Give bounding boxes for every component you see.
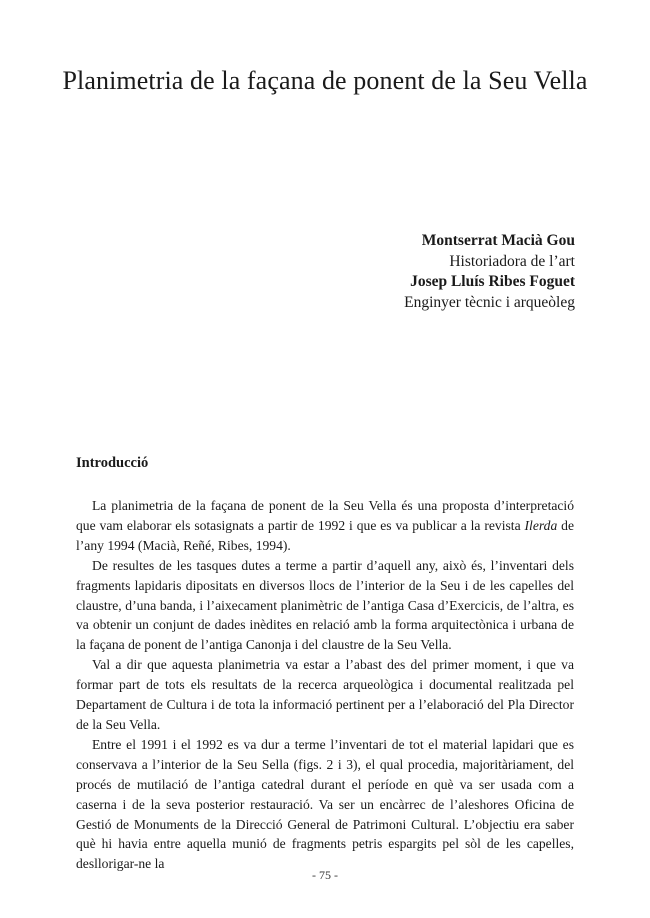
journal-title: Ilerda [524, 517, 558, 533]
paragraph [76, 496, 574, 556]
paragraph: Val a dir que aquesta planimetria va estar a l’abast des del primer moment, i que va formar part de tots els resultats de la recerca arqueològica i documental realitzada pel Departament de Cultura i de tota la informació pertinent per a l’elaboració del Pla Director de la Seu Vella. [76, 657, 574, 732]
author-name: Josep Lluís Ribes Foguet [410, 273, 575, 290]
section-heading: Introducció [76, 455, 149, 471]
paragraph: De resultes de les tasques dutes a terme a partir d’aquell any, això és, l’inventari dels fragments lapidaris dipositats en diversos llocs de l’interior de la Seu i de les capelles del claustre, d’una banda, i l’aixecament planimètric de l’antiga Casa d’Exercicis, de l’altra, es va obtenir un conjunt de dades inèdites en relació amb la forma arquitectònica i urbana de la façana de ponent de l’antiga Canonja i del claustre de la Seu Vella. [76, 557, 574, 653]
page-number: - 75 - [312, 868, 338, 882]
paragraph-text: de l’any 1994 (Macià, Reñé, Ribes, 1994). [76, 517, 574, 553]
author-block [404, 231, 575, 313]
author-role: Historiadora de l’art [449, 252, 575, 270]
body-text [76, 496, 574, 874]
article-title: Planimetria de la façana de ponent de la Seu Vella [62, 66, 588, 95]
author-role: Enginyer tècnic i arqueòleg [404, 293, 575, 311]
paragraph-text: La planimetria de la façana de ponent de la Seu Vella és una proposta d’interpretació que vam elaborar els sotasignats a partir de 1992 i que es va publicar a la revista [76, 498, 574, 533]
paragraph: Entre el 1991 i el 1992 es va dur a terme l’inventari de tot el material lapidari que es conservava a l’interior de la Seu Sella (figs. 2 i 3), el qual procedia, majoritàriament, del procés de mutilació de l’antiga catedral durant el període en què va ser usada com a caserna i de la seva posterior restauració. Va ser un encàrrec de l’aleshores Oficina de Gestió de Monuments de la Direcció General de Patrimoni Cultural. L’objectiu era saber què hi havia entre aquella munió de fragments petris espargits pel sòl de les capelles, desllorigar-ne la [76, 736, 574, 872]
author-name: Montserrat Macià Gou [421, 232, 575, 249]
